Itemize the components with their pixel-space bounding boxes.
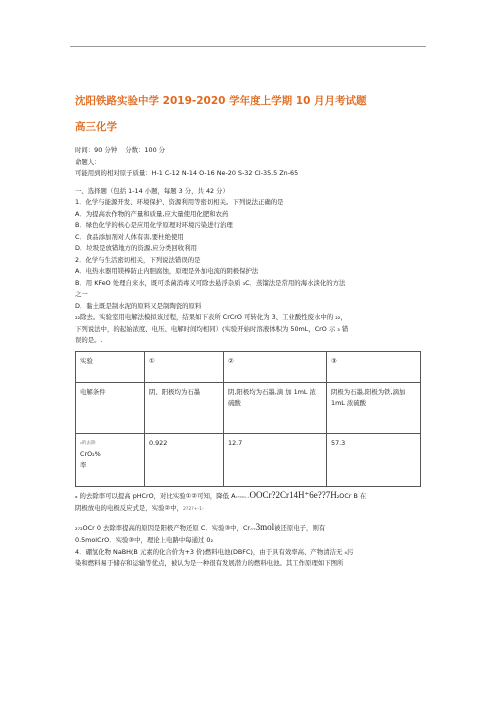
table-row-removal-rate <box>76 433 421 486</box>
table-cell: 阴,阳极均为石墨,滴 加 1mL 浓硫酸 <box>224 382 327 433</box>
question-1-option-d: D．垃圾是放错地方的资源,应分类回收利用 <box>75 244 197 252</box>
exam-body <box>75 145 425 570</box>
table-cell: 阴极为石墨,阳极为铁,滴加 1mL 浓硫酸 <box>327 382 421 433</box>
question-1-option-a: A．为提高农作物的产量和质量,应大量使用化肥和农药 <box>75 209 229 218</box>
experiment-table <box>75 351 421 487</box>
question-2-stem: 2．化学与生活密切相关，下列说法错误的是 <box>75 255 201 264</box>
table-cell: 57.3 <box>327 433 421 486</box>
removal-label-line-2: CrO₂% <box>80 449 101 458</box>
question-1-option-b: B．绿色化学的核心是应用化学原理对环境污染进行治理 <box>75 221 233 229</box>
table-cell-label <box>76 433 145 486</box>
exam-title: 沈阳铁路实验中学 2019-2020 学年度上学期 10 月月考试题 <box>75 95 367 107</box>
exam-author: 命题人： <box>75 157 101 166</box>
table-header-cell: ① <box>145 351 224 382</box>
question-2-option-b-cont: 之一 <box>75 290 88 298</box>
table-header-row <box>76 351 421 382</box>
atomic-mass-line: 可能用到的相对原子质量：H-1 C-12 N-14 O-16 Ne-20 S-32 Cl-35.5 Zn-65 <box>75 169 299 177</box>
question-1-stem: 1．化学与能源开发、环境保护、资源利用等密切相关。下列说法正确的是 <box>75 198 284 206</box>
table-cell-label: 电解条件 <box>76 382 145 433</box>
exam-score: 分数：100 分 <box>125 146 166 154</box>
question-3-option-a-line-2: 阴极放电的电极反应式是，实验②中，2?2?+-1- <box>75 504 204 512</box>
question-4-stem-line-2: 染和燃料易于储存和运输等优点，被认为是一种很有发展潜力的燃料电池。其工作原理如下图所 <box>75 559 344 567</box>
header-rule <box>70 46 426 47</box>
table-cell: 0.922 <box>145 433 224 486</box>
table-header-cell: 实验 <box>76 351 145 382</box>
question-4-stem-line-1: 4．硼氢化物 NaBH(B 元素的化合价为+3 价)燃料电池(DBFC)，由于具有效率高、产物清洁无 ₄污 <box>75 547 354 556</box>
removal-label-line-3: 率 <box>80 460 87 469</box>
question-3-stem-line-1: ₂₂除去。实验室用电解法模拟该过程，结果如下表所 CrCrO 可转化为 3、工业酸性废水中的 ₂₂， <box>75 313 347 321</box>
exam-subtitle: 高三化学 <box>75 121 117 133</box>
section-heading: 一、选择题（包括 1-14 小题，每题 3 分，共 42 分） <box>75 186 229 195</box>
table-header-cell: ② <box>224 351 327 382</box>
question-3-option-a-line-1: ₐ 的去除率可以提高 pHCrO，对比实验①②可知，降低 A₂₇₃₃₂₊₊OOCr?2Cr14H⁺6e??7H₂OCr B 在 <box>75 489 367 500</box>
question-2-option-b: B．用 KFeO 处理自来水，既可杀菌消毒又可除去悬浮杂质 ₃C．蒸馏法是常用的海水淡化的方法 <box>75 278 346 287</box>
question-2-option-d: D．黏土既是制水泥的原料又是制陶瓷的原料 <box>75 301 202 310</box>
question-3-stem-line-3: 误的是。. <box>75 336 103 344</box>
table-row-conditions <box>76 382 421 433</box>
question-3-stem-line-2: 下列说法中，的起始浓度、电压、电解时间均相同）(实验开始时溶液体积为 50mL，CrO 示 ₃ 错 <box>75 324 349 333</box>
question-3-option-c-line-1: ₂₇₂OCr 0 去除率提高的原因是阳极产物还原 C．实验③中，Cr₂₇₂3mol被还原电子，则有 <box>75 521 326 532</box>
removal-label-line-1: ₂的去除 <box>80 440 96 446</box>
exam-time: 时间：90 分钟 <box>75 146 118 154</box>
question-2-option-a: A．电热水器用镁棒防止内胆腐蚀，原理是外加电流的阴极保护法 <box>75 267 259 275</box>
table-cell: 阴、阳极均为石墨 <box>145 382 224 433</box>
exam-info-line <box>75 145 425 157</box>
question-1-option-c: C．食品添加剂对人体有害,要杜绝使用 <box>75 232 184 241</box>
table-header-cell: ③ <box>327 351 421 382</box>
table-cell: 12.7 <box>224 433 327 486</box>
question-3-option-c-line-2: 0.5molCrO．实验③中，理论上电路中每通过 0₂ <box>75 536 214 544</box>
